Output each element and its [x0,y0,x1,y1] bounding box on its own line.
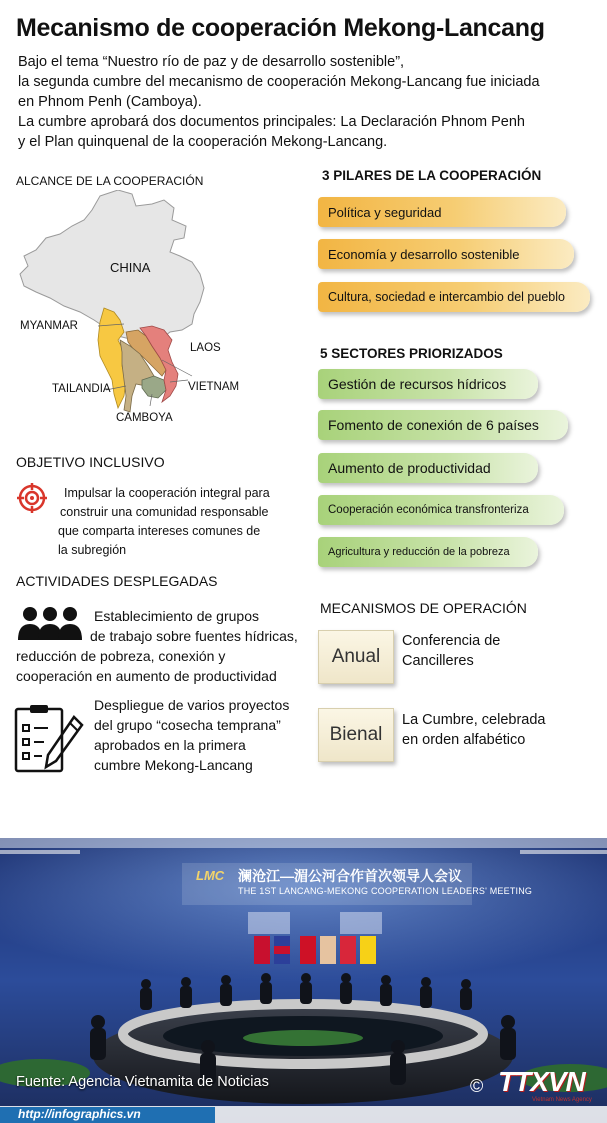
mechanism-line: en orden alfabético [402,732,526,748]
activity-line: cumbre Mekong-Lancang [94,757,253,773]
region-map [14,190,214,420]
banner-chinese-title: 澜沧江—湄公河合作首次领导人会议 [238,868,462,884]
objective-line: Impulsar la cooperación integral para [64,486,270,500]
objective-line: construir una comunidad responsable [60,505,269,519]
objective-heading: OBJETIVO INCLUSIVO [16,454,165,470]
banner-logo: LMC [196,868,225,883]
objective-line: la subregión [58,543,127,557]
ttxvn-logo: TTXVN [498,1066,585,1097]
target-icon [16,482,48,514]
intro-line: y el Plan quinquenal de la cooperación Mekong-Lancang. [18,134,388,150]
mechanisms-heading: MECANISMOS DE OPERACIÓN [320,600,527,616]
activity-line: Despliegue de varios proyectos [94,697,290,713]
page-title: Mecanismo de cooperación Mekong-Lancang [16,14,545,42]
map-label-camboya: CAMBOYA [116,412,173,424]
intro-line: la segunda cumbre del mecanismo de cooperación Mekong-Lancang fue iniciada [18,74,540,90]
activity-line: Establecimiento de grupos [94,608,259,624]
mechanism-box-anual: Anual [318,630,394,684]
cambodia-shape [142,376,166,398]
pillars-heading: 3 PILARES DE LA COOPERACIÓN [322,168,542,183]
sector-item: Gestión de recursos hídricos [318,369,538,399]
map-label-laos: LAOS [190,342,221,354]
source-url[interactable]: http://infographics.vn [18,1107,141,1121]
objective-line: que comparta intereses comunes de [58,524,261,538]
sector-item: Aumento de productividad [318,453,538,483]
activity-line: aprobados en la primera [94,737,246,753]
pillar-item: Economía y desarrollo sostenible [318,239,574,269]
sector-item: Cooperación económica transfronteriza [318,495,564,525]
pillar-item: Cultura, sociedad e intercambio del pueblo [318,282,590,312]
copyright-icon: © [470,1076,484,1096]
activity-line: reducción de pobreza, conexión y [16,648,226,664]
map-label-china: CHINA [110,260,151,275]
brand-subtitle: Vietnam News Agency [532,1097,592,1103]
map-label-tailandia: TAILANDIA [52,383,111,395]
mechanism-line: Conferencia de [402,633,501,649]
people-group-icon [16,604,84,642]
map-label-vietnam: VIETNAM [188,381,240,393]
sector-item: Fomento de conexión de 6 países [318,410,568,440]
activity-line: cooperación en aumento de productividad [16,668,277,684]
sectors-heading: 5 SECTORES PRIORIZADOS [320,346,503,361]
activity-line: de trabajo sobre fuentes hídricas, [90,628,298,644]
banner-english-title: THE 1ST LANCANG-MEKONG COOPERATION LEADERS' MEETING [238,886,533,896]
photo-source: Fuente: Agencia Vietnamita de Noticias [16,1074,269,1090]
activity-line: del grupo “cosecha temprana” [94,717,281,733]
intro-line: en Phnom Penh (Camboya). [18,94,202,110]
map-label-myanmar: MYANMAR [20,320,78,332]
pillar-item: Política y seguridad [318,197,566,227]
activities-heading: ACTIVIDADES DESPLEGADAS [16,573,218,589]
meeting-photo [0,838,607,1123]
intro-line: Bajo el tema “Nuestro río de paz y de desarrollo sostenible”, [18,54,405,70]
mechanism-line: La Cumbre, celebrada [402,712,546,728]
sector-item: Agricultura y reducción de la pobreza [318,537,538,567]
intro-line: La cumbre aprobará dos documentos principales: La Declaración Phnom Penh [18,114,525,130]
map-heading: ALCANCE DE LA COOPERACIÓN [16,174,204,188]
mechanism-line: Cancilleres [402,653,474,669]
clipboard-pen-icon [14,703,84,775]
mechanism-box-bienal: Bienal [318,708,394,762]
